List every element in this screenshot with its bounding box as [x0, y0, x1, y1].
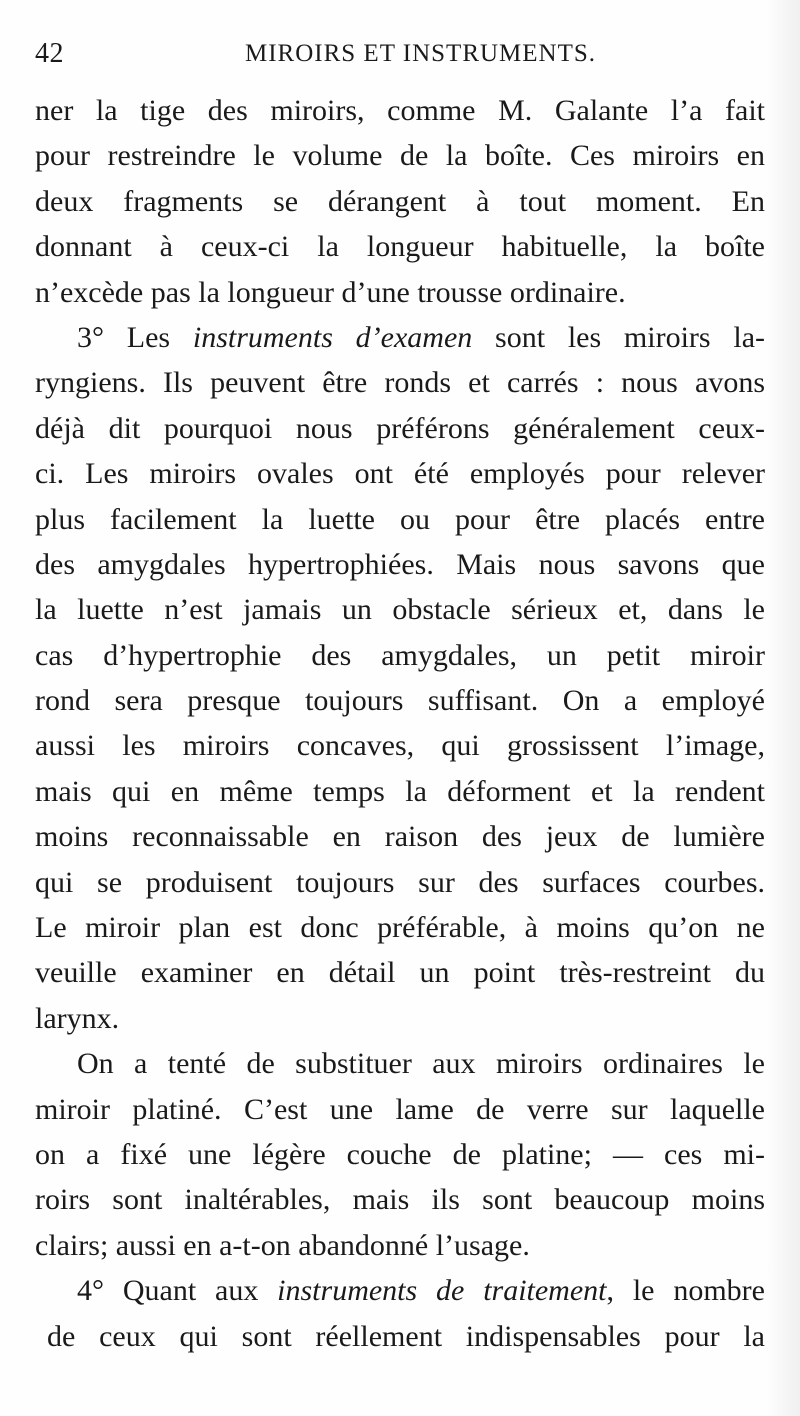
page-edge-shadow	[766, 0, 800, 1416]
text-line: qui se produisent toujours sur des surfaces courbes.	[35, 865, 765, 899]
text-line: Le miroir plan est donc préférable, à moins qu’on ne	[35, 911, 765, 945]
page-body	[35, 88, 765, 1359]
running-head: MIROIRS ET INSTRUMENTS.	[245, 40, 597, 67]
text-line: larynx.	[35, 1001, 120, 1035]
text-line: ryngiens. Ils peuvent être ronds et carrés : nous avons	[35, 366, 765, 400]
text-line: ner la tige des miroirs, comme M. Galante l’a fait	[35, 94, 765, 127]
text-line: ci. Les miroirs ovales ont été employés pour relever	[35, 457, 765, 491]
text-line	[35, 315, 765, 360]
line-text: 4° Quant aux	[77, 1274, 278, 1308]
text-line: donnant à ceux-ci la longueur habituelle, la boîte	[35, 230, 765, 264]
text-line: rond sera presque toujours suffisant. On a employé	[35, 684, 765, 718]
text-line: on a fixé une légère couche de platine; — ces mi-	[35, 1137, 765, 1171]
page-header	[35, 38, 760, 78]
line-text: , le nombre	[606, 1274, 765, 1308]
text-line: déjà dit pourquoi nous préférons généralement ceux-	[35, 411, 765, 445]
text-line: n’excède pas la longueur d’une trousse ordinaire.	[35, 275, 626, 309]
text-line: mais qui en même temps la déforment et la rendent	[35, 774, 765, 808]
text-line: la luette n’est jamais un obstacle sérieux et, dans le	[35, 593, 765, 627]
text-line: clairs; aussi en a-t-on abandonné l’usage.	[35, 1228, 530, 1262]
text-line: veuille examiner en détail un point très-restreint du	[35, 956, 765, 990]
italic-phrase: instruments d’examen	[192, 320, 473, 354]
text-line: On a tenté de substituer aux miroirs ordinaires le	[77, 1047, 765, 1081]
text-line: de ceux qui sont réellement indispensables pour la	[47, 1319, 765, 1353]
text-line: roirs sont inaltérables, mais ils sont beaucoup moins	[35, 1183, 765, 1217]
text-line: pour restreindre le volume de la boîte. Ces miroirs en	[35, 139, 765, 173]
line-text: sont les miroirs la-	[472, 320, 765, 354]
text-line: des amygdales hypertrophiées. Mais nous savons que	[35, 547, 765, 581]
page-number: 42	[35, 38, 64, 69]
text-line: cas d’hypertrophie des amygdales, un petit miroir	[35, 638, 765, 672]
italic-phrase: instruments de traitement	[277, 1274, 607, 1308]
text-line: aussi les miroirs concaves, qui grossissent l’image,	[35, 729, 765, 763]
text-line: deux fragments se dérangent à tout moment. En	[35, 184, 765, 218]
text-line: moins reconnaissable en raison des jeux de lumière	[35, 820, 765, 854]
line-text: 3° Les	[77, 320, 193, 354]
text-line: plus facilement la luette ou pour être placés entre	[35, 502, 765, 536]
text-line: miroir platiné. C’est une lame de verre sur laquelle	[35, 1092, 765, 1126]
text-line	[35, 1268, 765, 1313]
